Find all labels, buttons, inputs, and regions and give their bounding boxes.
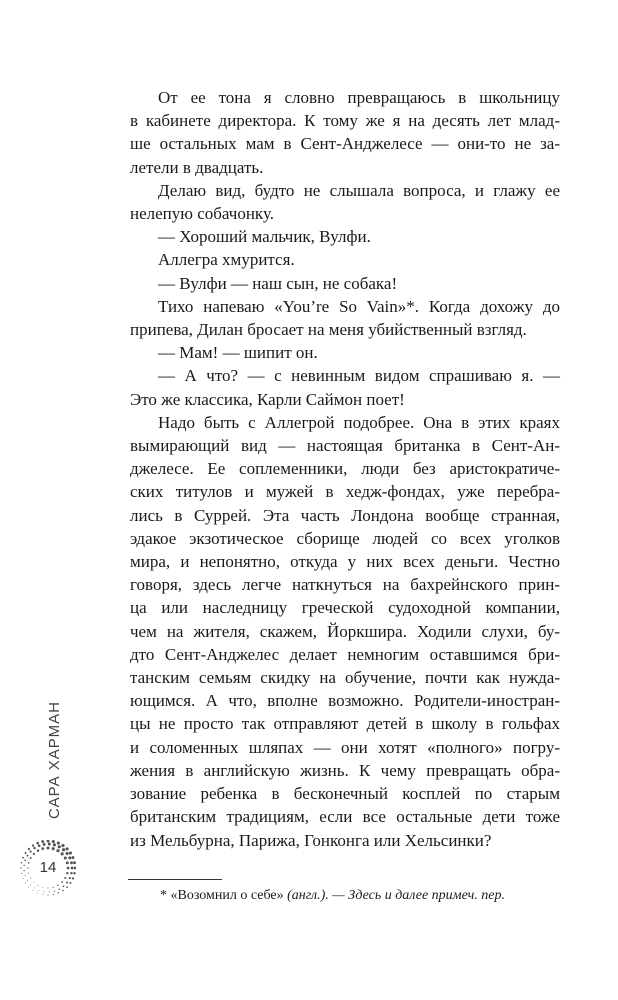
running-head-author: САРА ХАРМАН [46, 701, 63, 819]
text-line: вымирающий вид — настоящая британка в Сент-Ан- [130, 436, 560, 456]
text-line: — Хороший мальчик, Вулфи. [158, 227, 371, 247]
text-line: — Вулфи — наш сын, не собака! [158, 273, 398, 293]
text-line: чем на жителя, скажем, Йоркшира. Ходили слухи, бу- [130, 621, 560, 641]
text-line: лись в Суррей. Эта часть Лондона вообще странная, [130, 505, 560, 525]
text-line: мира, и непонятно, откуда у них всех деньги. Честно [130, 552, 560, 572]
text-line: — Мам! — шипит он. [158, 343, 318, 363]
text-line: британским традициям, если все остальные дети тоже [130, 807, 560, 827]
text-line: цы не просто так отправляют детей в школу в гольфах [130, 714, 560, 734]
footnote [160, 887, 505, 905]
text-line: ских титулов и мужей в хедж-фондах, уже перебра- [130, 482, 560, 502]
text-line: Делаю вид, будто не слышала вопроса, и глажу ее [158, 180, 560, 200]
text-line: и соломенных шляпах — они хотят «полного» погру- [130, 737, 560, 757]
text-line: нелепую собачонку. [130, 204, 274, 224]
text-line: джелесе. Ее соплеменники, люди без аристократиче- [130, 459, 560, 479]
body-text [130, 86, 560, 852]
page-number: 14 [39, 859, 57, 876]
footnote-divider [128, 879, 222, 880]
text-line: жения в английскую жизнь. К чему превращать обра- [130, 760, 560, 780]
text-line: ющимся. А что, вполне возможно. Родители-иностран- [130, 691, 560, 711]
text-line: летели в двадцать. [130, 157, 264, 177]
text-line: из Мельбурна, Парижа, Гонконга или Хельсинки? [130, 830, 492, 850]
text-line: танским семьям скидку на обучение, почти как нужда- [130, 668, 560, 688]
text-line: говоря, здесь легче наткнуться на бахрейнского прин- [130, 575, 560, 595]
text-line: От ее тона я словно превращаюсь в школьницу [158, 88, 560, 107]
text-line: припева, Дилан бросает на меня убийственный взгляд. [130, 320, 527, 340]
text-line: Аллегра хмурится. [158, 250, 295, 270]
text-line: ца или наследницу греческой судоходной компании, [130, 598, 560, 618]
text-line: зование ребенка в бесконечный косплей по старым [130, 784, 560, 804]
text-line: ше остальных мам в Сент-Анджелесе — они-то не за- [130, 134, 560, 154]
footnote-text: * «Возомнил о себе» [160, 888, 284, 903]
text-line: в кабинете директора. К тому же я на десять лет млад- [130, 111, 560, 131]
page-number-badge [20, 840, 76, 896]
text-line: эдакое экзотическое сборище людей со всех уголков [130, 528, 560, 548]
text-line: Тихо напеваю «You’re So Vain»*. Когда дохожу до [158, 296, 560, 316]
footnote-note: (англ.). — Здесь и далее примеч. пер. [287, 888, 506, 903]
text-line: — А что? — с невинным видом спрашиваю я. — [158, 366, 560, 386]
text-line: Это же классика, Карли Саймон поет! [130, 389, 405, 409]
text-line: Надо быть с Аллегрой подобрее. Она в этих краях [158, 412, 560, 432]
text-line: дто Сент-Анджелес делает немногим оставшимся бри- [130, 644, 560, 664]
